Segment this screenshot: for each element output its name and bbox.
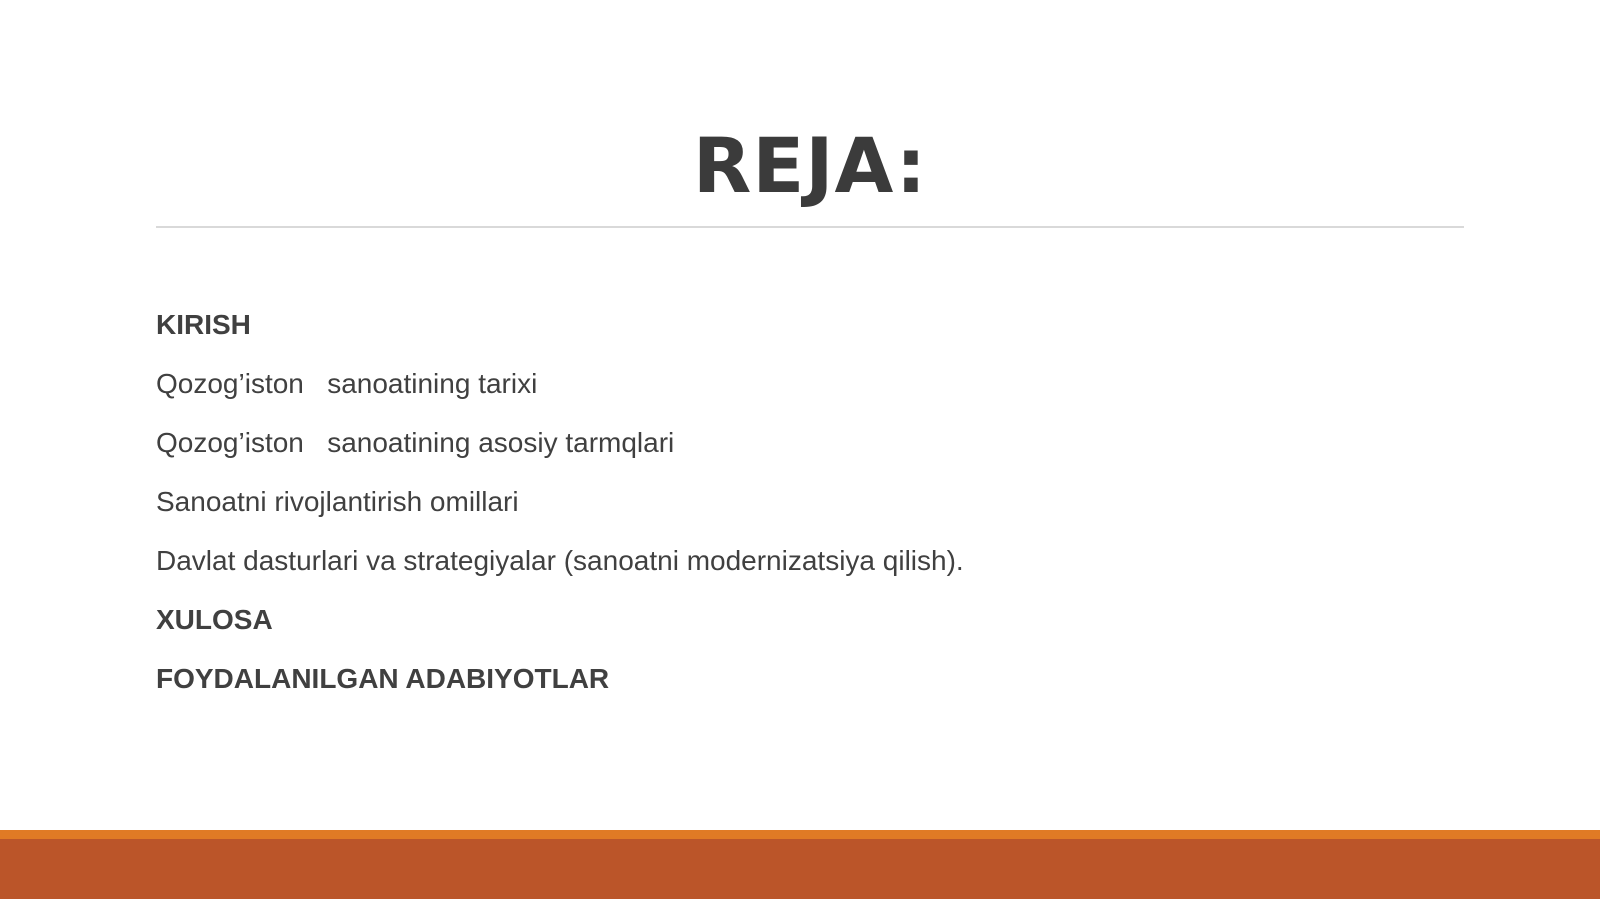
slide-title: REJA: xyxy=(692,121,928,210)
outline-item-conclusion: XULOSA xyxy=(156,604,273,635)
footer-accent-stripe xyxy=(0,830,1600,839)
title-divider xyxy=(156,226,1464,228)
footer-band xyxy=(0,839,1600,899)
outline-item-references: FOYDALANILGAN ADABIYOTLAR xyxy=(156,663,610,694)
outline-list xyxy=(156,303,1456,716)
outline-item-introduction: KIRISH xyxy=(156,309,251,340)
outline-item-main-branches: Qozog’iston sanoatining asosiy tarmqlari xyxy=(156,427,675,458)
outline-item-history: Qozog’iston sanoatining tarixi xyxy=(156,368,538,399)
outline-item-development-factors: Sanoatni rivojlantirish omillari xyxy=(156,486,519,517)
outline-item-state-programs: Davlat dasturlari va strategiyalar (sanoatni modernizatsiya qilish). xyxy=(156,545,964,576)
